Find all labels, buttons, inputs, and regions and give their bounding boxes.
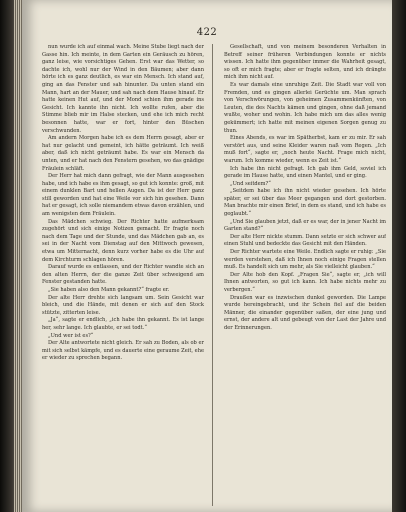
paragraph: Draußen war es inzwischen dunkel geworden. Die Lampe wurde hereingebracht, und ihr Schein fiel auf die beiden Männer, die einander gegenüber saßen, der eine jung und ernst, der andere alt und gebeugt von der Last der Jahre und der Erinnerungen. <box>224 294 386 331</box>
paragraph: Es war damals eine unruhige Zeit. Die Stadt war voll von Fremden, und es gingen allerlei Gerüchte um. Man sprach von Verschwörungen, von geheimen Zusammenkünften, von Leuten, die des Nachts kämen und gingen, ohne daß jemand wußte, woher und wohin. Ich habe mich um das alles wenig gekümmert; ich hatte mit meinen eigenen Sorgen genug zu thun. <box>224 81 386 134</box>
paragraph: Das Mädchen schwieg. Der Richter hatte aufmerksam zugehört und sich einige Notizen gemacht. Er fragte noch nach dem Tage und der Stunde, und das Mädchen gab an, es sei in der Nacht vom Dienstag auf den Mittwoch gewesen, etwa um Mitternacht, denn kurz vorher habe es die Uhr auf dem Kirchturm schlagen hören. <box>42 218 204 263</box>
paragraph: Der Richter wartete eine Weile. Endlich sagte er ruhig: „Sie werden verstehen, daß ich Ihnen noch einige Fragen stellen muß. Es handelt sich um mehr, als Sie vielleicht glauben.“ <box>224 249 386 271</box>
paragraph: „Und seitdem?“ <box>230 180 271 187</box>
paragraph: „Sie haben also den Mann gekannt?“ fragte er. <box>48 287 170 293</box>
paragraph: „Ja“, sagte er endlich, „ich habe ihn gekannt. Es ist lange her, sehr lange. Ich glaubte, er sei todt.“ <box>42 317 204 331</box>
paragraph: Der alte Herr drehte sich langsam um. Sein Gesicht war bleich, und die Hände, mit denen er sich auf den Stock stützte, zitterten leise. <box>42 294 204 316</box>
paragraph: Am andern Morgen habe ich es dem Herrn gesagt, aber er hat nur gelacht und gemeint, ich hätte geträumt. Ich weiß aber, daß ich nicht geträumt habe. Es war ein Mensch da unten, und er hat nach den Fenstern gesehen, wo das gnädige Fräulein schläft. <box>42 135 204 172</box>
paragraph: Eines Abends, es war im Spätherbst, kam er zu mir. Er sah verstört aus, und seine Kleider waren naß vom Regen. „Ich muß fort“, sagte er, „noch heute Nacht. Frage mich nicht, warum. Ich komme wieder, wenn es Zeit ist.“ <box>224 135 386 164</box>
paragraph: Darauf wurde es entlassen, und der Richter wandte sich an den alten Herrn, der die ganze Zeit über schweigend am Fenster gestanden hatte. <box>42 264 204 286</box>
text-column-left <box>42 44 204 506</box>
page-number: 422 <box>196 27 218 38</box>
text-column-right <box>224 44 386 506</box>
page-right-edge <box>392 0 406 512</box>
paragraph: „Und wer ist es?“ <box>48 332 94 339</box>
paragraph: Der Alte antwortete nicht gleich. Er sah zu Boden, als ob er mit sich selbst kämpfe, und es dauerte eine geraume Zeit, ehe er wieder zu sprechen begann. <box>42 340 204 362</box>
paragraph: Gesellschaft, und von meinem besonderen Verhalten in Betreff seiner früheren Verbindungen konnte er nichts wissen. Ich hatte ihm gegenüber immer die Wahrheit gesagt, so oft er mich fragte; aber er fragte selten, und ich drängte mich ihm nicht auf. <box>224 44 386 81</box>
paragraph: „Seitdem habe ich ihn nicht wieder gesehen. Ich hörte später, er sei über das Meer gegangen und dort gestorben. Man brachte mir einen Brief, in dem es stand, und ich habe es geglaubt.“ <box>224 188 386 218</box>
paragraph: nun wurde ich auf einmal wach. Meine Stube liegt nach der Gasse hin. Ich meinte, in dem Garten ein Geräusch zu hören, ganz leise, wie vorsichtiges Gehen. Erst war das Wetter, so dachte ich, wohl nur der Wind in den Bäumen; aber dann hörte ich es ganz deutlich, es war ein Mensch. Ich stand auf, ging an das Fenster und sah hinunter. Da unten stand ein Mann, hart an der Mauer, und sah nach dem Hause hinauf. Er hatte keinen Hut auf, und der Mond schien ihm gerade ins Gesicht. Ich kannte ihn nicht. Ich wollte rufen, aber die Stimme blieb mir im Halse stecken, und ehe ich mich recht besonnen hatte, war er fort, hinter den Büschen verschwunden. <box>42 44 204 134</box>
paragraph: Ich habe ihn nicht gefragt. Ich gab ihm Geld, soviel ich gerade im Hause hatte, und einen Mantel, und er ging. <box>224 165 386 180</box>
paragraph: „Und Sie glauben jetzt, daß er es war, der in jener Nacht im Garten stand?“ <box>224 218 386 233</box>
column-divider <box>212 44 213 506</box>
paragraph: Der Alte hob den Kopf. „Fragen Sie“, sagte er, „ich will Ihnen antworten, so gut ich kann. Ich habe nichts mehr zu verbergen.“ <box>224 271 386 293</box>
paragraph: Der alte Herr nickte stumm. Dann setzte er sich schwer auf einen Stuhl und bedeckte das Gesicht mit den Händen. <box>224 233 386 248</box>
paragraph: Der Herr hat mich dann gefragt, wie der Mann ausgesehen habe, und ich habe es ihm gesagt, so gut ich konnte: groß, mit einem dunklen Bart und hellen Augen. Da ist der Herr ganz still geworden und hat eine Weile vor sich hin gesehen. Dann hat er gesagt, ich solle niemandem etwas davon erzählen, und am wenigsten dem Fräulein. <box>42 173 204 218</box>
